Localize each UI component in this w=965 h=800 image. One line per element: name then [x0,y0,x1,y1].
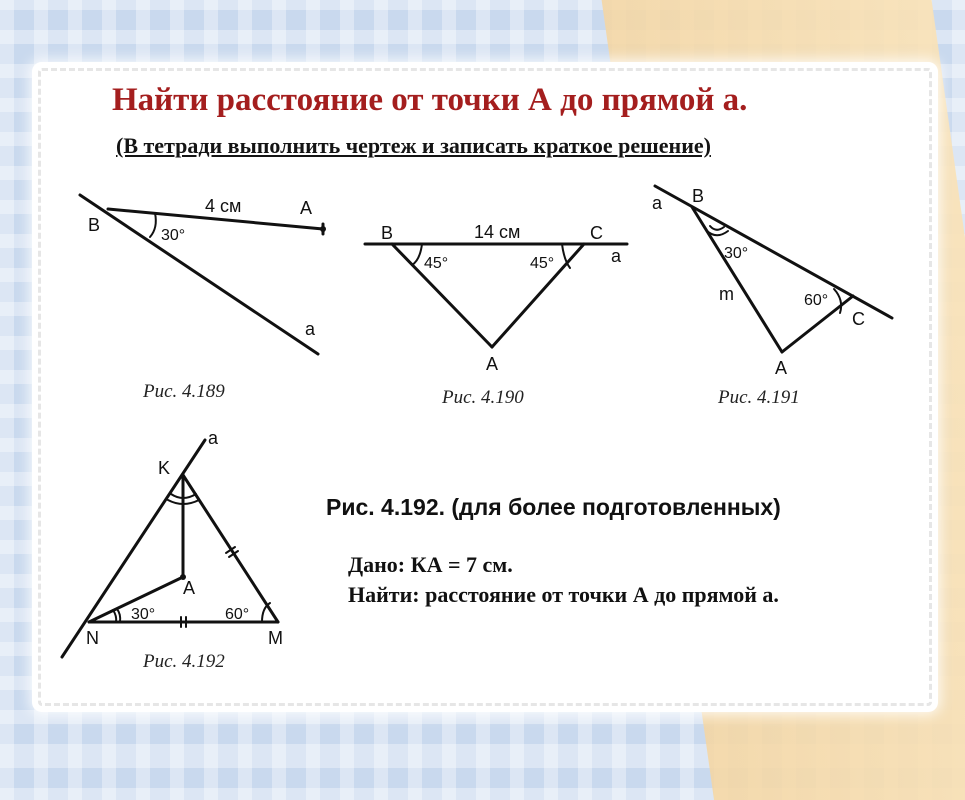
page-subtitle: (В тетради выполнить чертеж и записать краткое решение) [116,133,711,158]
caption: Рис. 4.190 [442,387,524,408]
caption: Рис. 4.192 [143,651,225,672]
label-angle: 30° [161,227,186,244]
label-a-line: a [652,193,663,213]
angle-arc-b-1 [710,226,724,230]
segment-km [183,475,278,622]
label-b: B [692,186,705,206]
label-a-line: a [611,246,622,266]
label-angle-b: 45° [424,255,449,272]
label-c: C [590,223,603,243]
label-a-line: a [305,319,316,339]
angle-arc-n-1 [117,609,120,622]
line-a [655,186,892,318]
label-b: B [381,223,394,243]
caption: Рис. 4.191 [718,387,800,408]
label-angle-c: 60° [804,292,829,309]
label-a-point: A [183,578,196,598]
label-angle-b: 30° [724,245,749,262]
label-angle-c: 45° [530,255,555,272]
label-a-point: A [300,198,313,218]
label-c: C [852,309,865,329]
label-k: K [158,458,171,478]
given-text: Дано: КА = 7 см. [348,552,513,577]
label-a-point: A [486,354,499,374]
label-n: N [86,628,99,648]
label-a-line: a [208,428,219,448]
label-a-point: A [775,358,788,378]
label-angle-n: 30° [131,606,156,623]
caption: Рис. 4.189 [143,381,225,402]
label-m: M [268,628,283,648]
label-angle-m: 60° [225,606,250,623]
task-conditions [348,550,798,610]
label-length: 4 см [205,196,242,216]
label-m: m [719,284,734,304]
task-heading: Рис. 4.192. (для более подготовленных) [326,494,781,520]
segment-ba [692,207,782,352]
angle-arc-b [412,244,422,265]
point-a-dot [320,226,326,232]
find-text: Найти: расстояние от точки А до прямой а. [348,582,779,607]
label-length: 14 см [474,222,521,242]
angle-arc-30 [150,213,156,237]
figure-4-189 [80,195,323,354]
angle-arc-n-2 [113,610,116,622]
figure-4-190 [365,244,627,347]
page-title: Найти расстояние от точки А до прямой а. [112,82,748,118]
label-b: B [88,215,101,235]
